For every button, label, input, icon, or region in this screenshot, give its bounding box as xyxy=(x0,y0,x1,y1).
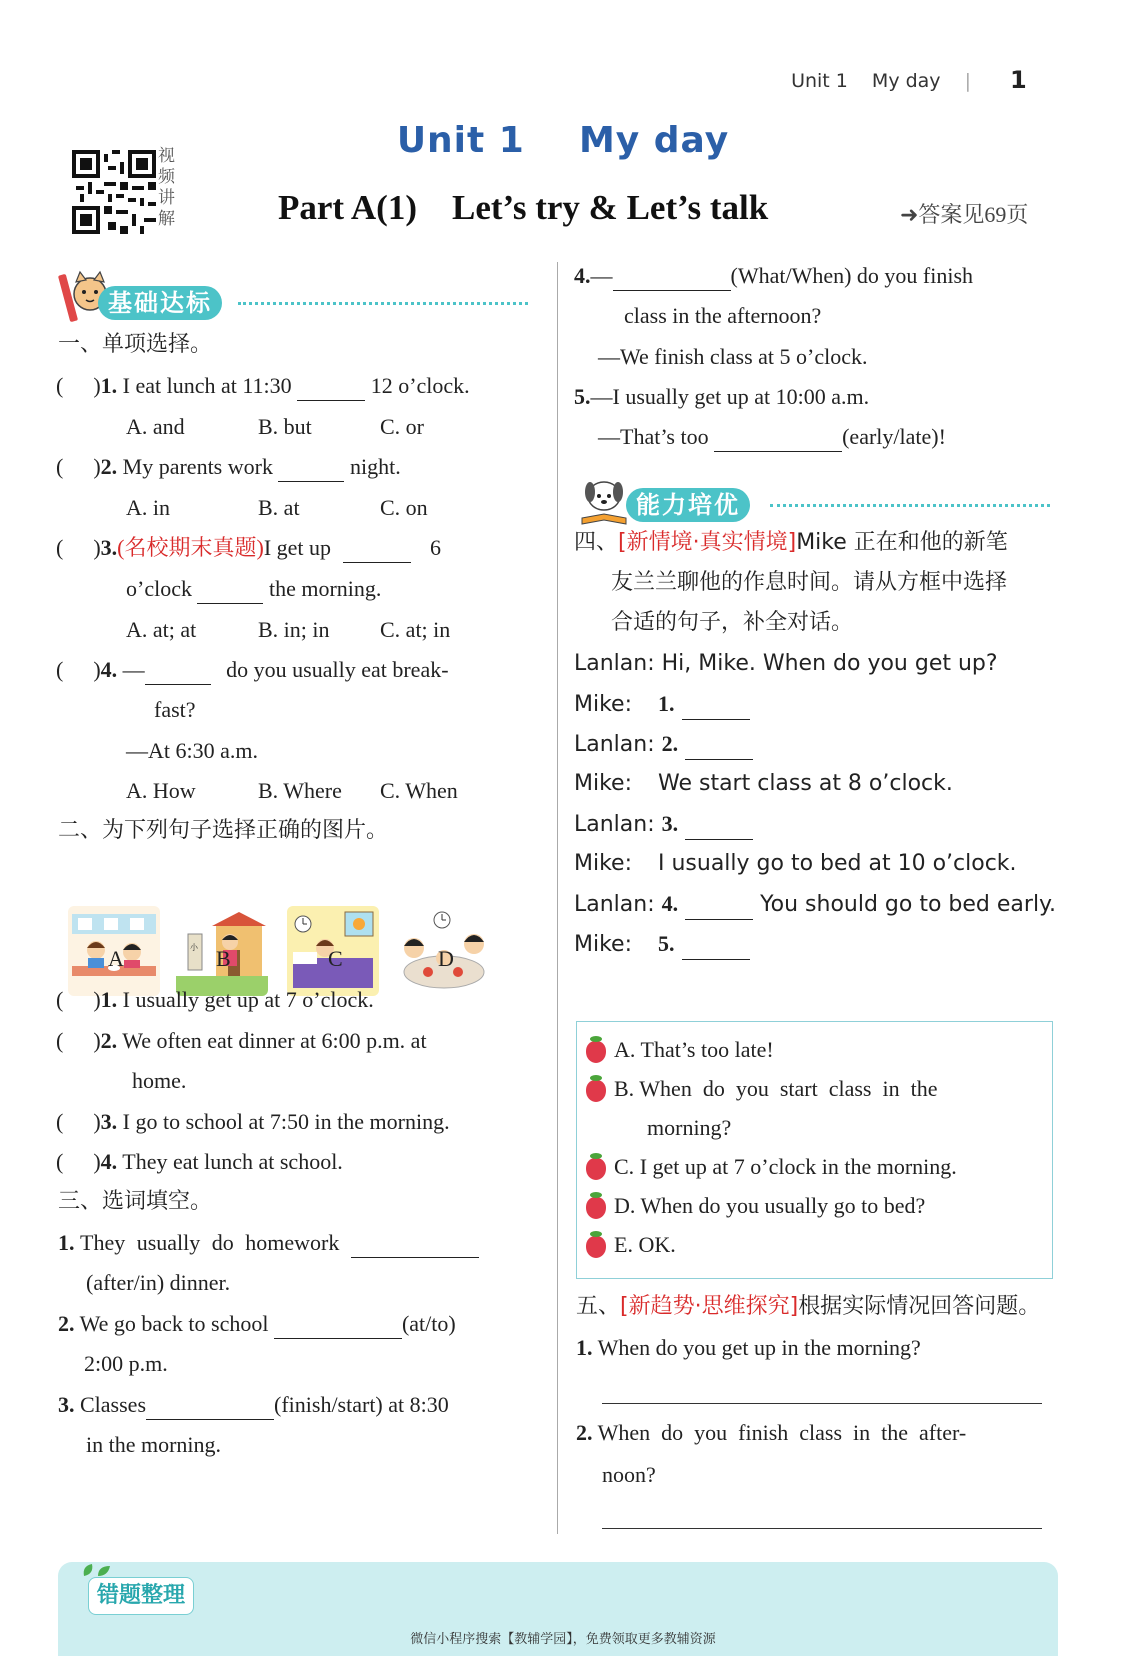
option-text: OK. xyxy=(638,1232,676,1257)
s4-prefix: 四、 xyxy=(574,530,619,555)
s1-q2-opt-b[interactable]: B. at xyxy=(258,495,300,520)
s1-q4-opt-a[interactable]: A. How xyxy=(126,778,196,803)
banner-dots xyxy=(770,504,1050,507)
svg-text:小: 小 xyxy=(190,943,198,952)
dialog-text: Hi, Mike. When do you get up? xyxy=(661,651,998,676)
s1-q2-text-b: night. xyxy=(349,454,401,479)
ability-banner xyxy=(574,482,1050,522)
s1-q1-opt-a[interactable]: A. and xyxy=(126,414,185,439)
s3-q1-num: 1. xyxy=(58,1230,75,1255)
dialog-line-8 xyxy=(574,929,750,960)
option-key: C. xyxy=(614,1154,635,1179)
dialog-line-3 xyxy=(574,729,753,760)
s2-q2-text2: home. xyxy=(132,1068,187,1093)
r-q4-text-b: class in the afternoon? xyxy=(624,303,822,328)
option-text: When do you start class in the xyxy=(639,1076,938,1101)
qr-code[interactable] xyxy=(72,150,156,234)
s1-q4-text-b: do you usually eat break- xyxy=(226,657,449,682)
s1-q1-text-a: I eat lunch at 11:30 xyxy=(122,373,292,398)
s1-q2-options xyxy=(126,493,428,523)
r-q5-line2 xyxy=(598,422,946,452)
dialog-speaker: Mike: xyxy=(574,692,632,717)
s1-q3-text-b: 6 xyxy=(430,535,442,560)
dialog-line-6 xyxy=(574,849,1017,879)
s3-q1-blank[interactable] xyxy=(351,1233,479,1258)
s1-q4-num: 4. xyxy=(100,657,118,682)
header-topic: My day xyxy=(871,70,941,92)
s3-q1-text-a: They usually do homework xyxy=(80,1230,340,1255)
dialog-blank-3[interactable] xyxy=(685,815,753,840)
dialog-num: 2. xyxy=(661,731,679,756)
s1-q3-blank-2[interactable] xyxy=(197,579,263,604)
strawberry-icon xyxy=(586,1041,606,1063)
r-q5-blank[interactable] xyxy=(714,427,842,452)
r-q4 xyxy=(574,261,973,291)
dialog-text: I usually go to bed at 10 o’clock. xyxy=(658,851,1017,876)
s5-q2-num: 2. xyxy=(576,1420,593,1445)
s4-title-line1 xyxy=(574,528,1008,558)
s1-q1-options xyxy=(126,412,424,442)
s2-q2-text: We often eat dinner at 6:00 p.m. at xyxy=(122,1028,427,1053)
dialog-text: You should go to bed early. xyxy=(760,892,1056,917)
r-q4-text-a: (What/When) do you finish xyxy=(730,263,974,288)
s5-q1-num: 1. xyxy=(576,1335,593,1360)
s3-q2-text-a: We go back to school xyxy=(79,1311,269,1336)
dialog-line-7 xyxy=(574,889,1056,920)
s5-q2-text2: noon? xyxy=(602,1462,656,1487)
s5-q1 xyxy=(576,1333,921,1363)
s1-q1: ( )1. I eat lunch at 11:30 12 o’clock. xyxy=(56,371,470,401)
s2-q1-text: I usually get up at 7 o’clock. xyxy=(122,987,374,1012)
option-a[interactable] xyxy=(586,1035,774,1065)
s1-q3-options xyxy=(126,615,450,645)
s5-q2-text: When do you finish class in the after- xyxy=(597,1420,967,1445)
s3-q1-text-b: (after/in) dinner. xyxy=(86,1270,231,1295)
option-text: When do you usually go to bed? xyxy=(640,1193,926,1218)
s3-q3-text-c: in the morning. xyxy=(86,1432,222,1457)
s1-q1-opt-b[interactable]: B. but xyxy=(258,414,312,439)
option-key: D. xyxy=(614,1193,636,1218)
s2-q1: ( )1. I usually get up at 7 o’clock. xyxy=(56,987,374,1012)
s1-q3-text-c: o’clock xyxy=(126,576,192,601)
s2-q2-num: 2. xyxy=(100,1028,118,1053)
option-d[interactable] xyxy=(586,1191,925,1221)
dialog-num: 3. xyxy=(661,811,679,836)
section1-title: 一、单项选择。 xyxy=(58,332,213,357)
option-b-text2: morning? xyxy=(647,1115,732,1140)
page-number: 1 xyxy=(1010,66,1027,94)
r-q5-text-a: —I usually get up at 10:00 a.m. xyxy=(590,384,870,409)
s1-q1-opt-c[interactable]: C. or xyxy=(380,414,424,439)
strawberry-icon xyxy=(586,1158,606,1180)
s4-title-line3: 合适的句子，补全对话。 xyxy=(611,610,854,635)
dialog-blank-2[interactable] xyxy=(685,735,753,760)
r-q5-text-b: —That’s too xyxy=(598,424,709,449)
s1-q3: ( )3.(名校期末真题)I get up 6 xyxy=(56,533,441,563)
s1-q3-cont xyxy=(126,574,381,604)
s5-q2 xyxy=(576,1418,966,1448)
dialog-num: 5. xyxy=(658,931,675,956)
s4-title-line2: 友兰兰聊他的作息时间。请从方框中选择 xyxy=(611,570,1008,595)
option-e[interactable] xyxy=(586,1230,676,1260)
s5-title xyxy=(576,1292,1040,1322)
dialog-num: 1. xyxy=(658,691,675,716)
dialog-blank-4[interactable] xyxy=(685,895,753,920)
s2-q2: ( )2. We often eat dinner at 6:00 p.m. at xyxy=(56,1028,427,1053)
s1-q3-blank-1[interactable] xyxy=(343,538,411,563)
s5-q2-answer-line[interactable] xyxy=(602,1528,1042,1529)
s3-q2-text-c: 2:00 p.m. xyxy=(84,1351,168,1376)
header-unit: Unit 1 xyxy=(791,70,848,92)
s1-q2-text-a: My parents work xyxy=(122,454,273,479)
error-notes-tag: 错题整理 xyxy=(88,1577,194,1615)
section3-title: 三、选词填空。 xyxy=(58,1189,213,1214)
s1-q4-text-d: —At 6:30 a.m. xyxy=(126,738,258,763)
dog-reading-icon xyxy=(574,474,630,530)
picture-label-c: C xyxy=(328,946,343,971)
s1-q4-options xyxy=(126,776,458,806)
s5-prefix: 五、 xyxy=(576,1294,621,1319)
s3-q2-blank[interactable] xyxy=(274,1314,402,1339)
strawberry-icon xyxy=(586,1080,606,1102)
s1-q3-text-d: the morning. xyxy=(268,576,382,601)
s3-q3-blank[interactable] xyxy=(146,1395,274,1420)
option-c[interactable] xyxy=(586,1152,957,1182)
s1-q1-blank[interactable] xyxy=(297,376,365,401)
option-text: I get up at 7 o’clock in the morning. xyxy=(639,1154,957,1179)
unit-title: Unit 1 My day xyxy=(396,120,730,161)
column-divider xyxy=(557,262,558,1534)
s1-q4-text-c: fast? xyxy=(154,697,196,722)
s3-q3 xyxy=(58,1390,449,1420)
r-q5-num: 5. xyxy=(574,384,591,409)
s2-q3-num: 3. xyxy=(100,1109,118,1134)
s1-q2-opt-a[interactable]: A. in xyxy=(126,495,170,520)
s1-q3-tag: (名校期末真题) xyxy=(117,535,264,560)
dialog-speaker: Mike: xyxy=(574,851,632,876)
s2-q3-text: I go to school at 7:50 in the morning. xyxy=(122,1109,450,1134)
dialog-speaker: Mike: xyxy=(574,932,632,957)
s5-title-rest: 根据实际情况回答问题。 xyxy=(798,1294,1041,1319)
s2-q4-text: They eat lunch at school. xyxy=(122,1149,343,1174)
dialog-text: We start class at 8 o’clock. xyxy=(658,771,953,796)
s4-title-rest-1: Mike 正在和他的新笔 xyxy=(796,530,1008,555)
dialog-line-4 xyxy=(574,769,953,799)
s3-q3-text-b: (finish/start) at 8:30 xyxy=(274,1392,449,1417)
s1-q3-opt-b[interactable]: B. in; in xyxy=(258,617,330,642)
s1-q3-opt-a[interactable]: A. at; at xyxy=(126,617,197,642)
dialog-line-2 xyxy=(574,689,750,720)
running-header xyxy=(773,70,971,92)
dialog-speaker: Lanlan: xyxy=(574,651,655,676)
s2-q3: ( )3. I go to school at 7:50 in the morning. xyxy=(56,1109,450,1134)
s1-q1-num: 1. xyxy=(100,373,118,398)
section2-title: 二、为下列句子选择正确的图片。 xyxy=(58,818,389,843)
basic-banner-label: 基础达标 xyxy=(98,286,222,320)
r-q4-blank[interactable] xyxy=(613,266,731,291)
s1-q2: ( )2. My parents work night. xyxy=(56,452,401,482)
s1-q2-num: 2. xyxy=(100,454,118,479)
dialog-speaker: Lanlan: xyxy=(574,812,655,837)
s1-q3-num: 3. xyxy=(100,535,118,560)
s1-q1-text-b: 12 o’clock. xyxy=(370,373,470,398)
answer-reference: ➜答案见69页 xyxy=(900,202,1029,227)
s3-q3-num: 3. xyxy=(58,1392,75,1417)
option-key: E. xyxy=(614,1232,633,1257)
dialog-num: 4. xyxy=(661,891,679,916)
dialog-blank-5[interactable] xyxy=(682,935,750,960)
picture-label-a: A xyxy=(108,946,124,971)
r-q4-num: 4. xyxy=(574,263,591,288)
basic-banner xyxy=(58,280,528,320)
s1-q4-dash: — xyxy=(122,657,145,682)
s2-q4-num: 4. xyxy=(100,1149,118,1174)
s1-q4-opt-c[interactable]: C. When xyxy=(380,778,458,803)
option-text: That’s too late! xyxy=(640,1037,774,1062)
s3-q1 xyxy=(58,1228,479,1258)
banner-dots xyxy=(238,302,528,305)
picture-label-d: D xyxy=(438,946,454,971)
footer-note: 微信小程序搜索【教辅学园】，免费领取更多教辅资源 xyxy=(410,1632,716,1647)
s3-q3-text-a: Classes xyxy=(80,1392,146,1417)
s2-q4: ( )4. They eat lunch at school. xyxy=(56,1149,343,1174)
qr-label: 视频讲解 xyxy=(158,146,175,229)
s1-q4-blank[interactable] xyxy=(145,660,211,685)
s1-q3-opt-c[interactable]: C. at; in xyxy=(380,617,451,642)
r-q5-text-c: (early/late)! xyxy=(842,424,946,449)
option-key: B. xyxy=(614,1076,635,1101)
dialog-speaker: Mike: xyxy=(574,771,632,796)
s3-q2-num: 2. xyxy=(58,1311,75,1336)
picture-label-b: B xyxy=(216,946,231,971)
s2-q1-num: 1. xyxy=(100,987,118,1012)
s1-q3-text-a: I get up xyxy=(263,535,332,560)
strawberry-icon xyxy=(586,1197,606,1219)
strawberry-icon xyxy=(586,1236,606,1258)
r-q4-text-c: —We finish class at 5 o’clock. xyxy=(598,344,868,369)
s1-q4: ( )4. — do you usually eat break- xyxy=(56,655,449,685)
dialog-speaker: Lanlan: xyxy=(574,892,655,917)
r-q4-dash: — xyxy=(590,263,613,288)
r-q5 xyxy=(574,382,869,412)
s3-q2 xyxy=(58,1309,456,1339)
s4-title-tag: [新情境·真实情境] xyxy=(618,530,797,555)
dialog-speaker: Lanlan: xyxy=(574,732,655,757)
s5-title-tag: [新趋势·思维探究] xyxy=(620,1294,799,1319)
s1-q2-opt-c[interactable]: C. on xyxy=(380,495,428,520)
header-separator: | xyxy=(964,70,971,92)
dialog-line-5 xyxy=(574,809,753,840)
s3-q2-text-b: (at/to) xyxy=(401,1311,456,1336)
s1-q4-opt-b[interactable]: B. Where xyxy=(258,778,342,803)
ability-banner-label: 能力培优 xyxy=(626,488,750,522)
s1-q2-blank[interactable] xyxy=(278,457,344,482)
s5-q1-text: When do you get up in the morning? xyxy=(597,1335,921,1360)
dialog-blank-1[interactable] xyxy=(682,695,750,720)
option-b[interactable] xyxy=(586,1074,937,1104)
option-key: A. xyxy=(614,1037,636,1062)
part-title: Part A(1) Let’s try & Let’s talk xyxy=(278,188,769,227)
dialog-line-1 xyxy=(574,649,998,679)
s5-q1-answer-line[interactable] xyxy=(602,1403,1042,1404)
